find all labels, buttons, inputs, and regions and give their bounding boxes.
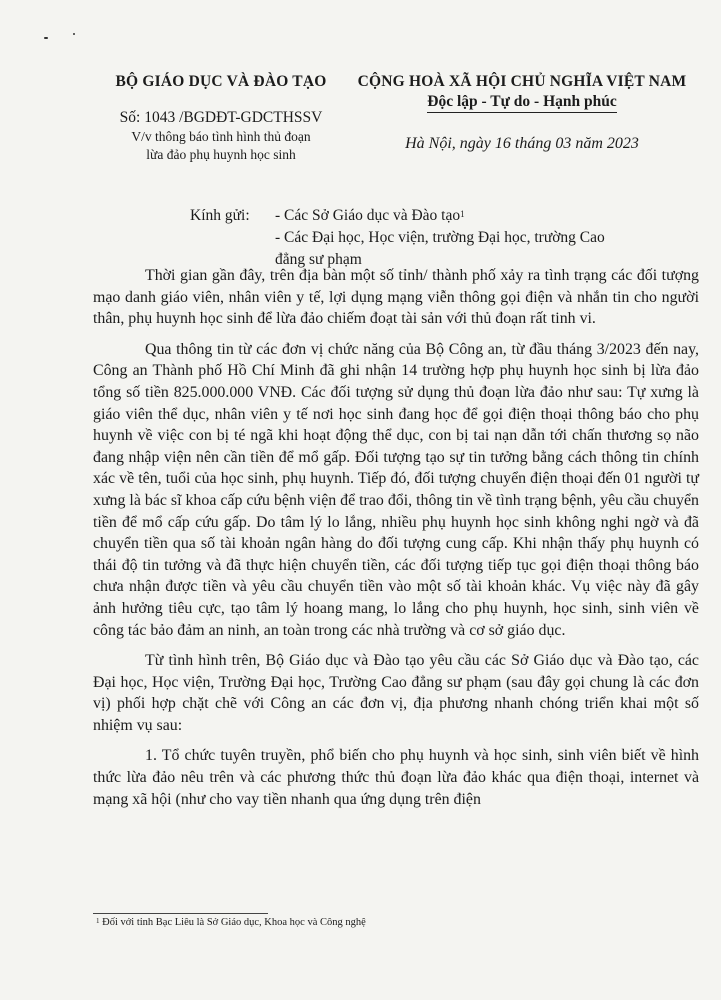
recipient-line-3: đẳng sư phạm (275, 251, 362, 268)
country-name: CỘNG HOÀ XÃ HỘI CHỦ NGHĨA VIỆT NAM (357, 73, 687, 90)
scan-speck (44, 37, 48, 39)
document-number: Số: 1043 /BGDĐT-GDCTHSSV (119, 109, 323, 126)
agency-name: BỘ GIÁO DỤC VÀ ĐÀO TẠO (115, 73, 327, 90)
date-month: 03 (555, 135, 572, 152)
national-motto: Độc lập - Tự do - Hạnh phúc (427, 93, 616, 113)
scan-speck (73, 33, 75, 35)
paragraph-2: Qua thông tin từ các đơn vị chức năng của Bộ Công an, từ đầu tháng 3/2023 đến nay, Công an Thành phố Hồ Chí Minh đã ghi nhận 14 trường hợp phụ huynh học sinh bị lừa đảo tổng số tiền 825.000.000 VNĐ. Các đối tượng sử dụng thủ đoạn lừa đảo như sau: Tự xưng là giáo viên thể dục, nhân viên y tế nơi học sinh đang học để gọi điện thoại thông báo cho phụ huynh về việc con bị té ngã khi hoạt động thể dục, con bị tai nạn dẫn tới chấn thương sọ não đang nhập viện nên cần tiền để mổ gấp. Đối tượng tạo sự tin tưởng bằng cách thông tin chính xác về tên, tuổi của học sinh, phụ huynh. Tiếp đó, đối tượng chuyển điện thoại đến 01 người tự xưng là bác sĩ khoa cấp cứu bệnh viện để trao đổi, thông tin về tình trạng bệnh, yêu cầu chuyển tiền để mổ cấp cứu gấp. Do tâm lý lo lắng, nhiều phụ huynh học sinh không nghi ngờ và đã chuyển tiền qua số tài khoản ngân hàng do đối tượng cung cấp. Khi nhận thấy phụ huynh có thái độ tin tưởng và đã thực hiện chuyển tiền, các đối tượng tiếp tục gọi điện thoại thông báo chưa nhận được tiền và yêu cầu chuyển tiền vào một số tài khoản khác. Vụ việc này đã gây ảnh hưởng tiêu cực, tạo tâm lý hoang mang, lo lắng cho phụ huynh, học sinh, sinh viên về công tác bảo đảm an ninh, an toàn trong các nhà trường và cơ sở giáo dục. (93, 340, 699, 639)
recipient-line-1-text: - Các Sở Giáo dục và Đào tạo (275, 207, 461, 224)
recipients-label: Kính gửi: (190, 207, 250, 224)
recipient-line-2: - Các Đại học, Học viện, trường Đại học, trường Cao (275, 229, 605, 246)
paragraph-4: 1. Tổ chức tuyên truyền, phổ biến cho phụ huynh và học sinh, sinh viên biết về hình thức lừa đảo nêu trên và các phương thức thủ đoạn lừa đảo khác qua điện thoại, internet và mạng xã hội (như cho vay tiền nhanh qua ứng dụng trên điện (93, 747, 699, 808)
recipient-line-1 (275, 205, 465, 227)
date-mid: tháng (510, 135, 556, 152)
issue-date (352, 135, 692, 153)
issuing-agency-block (96, 73, 346, 163)
footnote-divider (93, 913, 268, 914)
letter-body (93, 265, 699, 819)
footnote-ref: 1 (460, 209, 465, 219)
subject-line-1: V/v thông báo tình hình thủ đoạn (131, 129, 311, 144)
date-prefix: Hà Nội, ngày (405, 135, 495, 152)
subject-line-2: lừa đảo phụ huynh học sinh (146, 147, 296, 162)
paragraph-3: Từ tình hình trên, Bộ Giáo dục và Đào tạo yêu cầu các Sở Giáo dục và Đào tạo, các Đại học, Học viện, Trường Đại học, Trường Cao đẳng sư phạm (sau đây gọi chung là các đơn vị) phối hợp chặt chẽ với Công an các đơn vị, địa phương nhanh chóng triển khai một số nhiệm vụ sau: (93, 652, 699, 734)
footnote (96, 917, 366, 928)
paragraph-1: Thời gian gần đây, trên địa bàn một số tỉnh/ thành phố xảy ra tình trạng các đối tượng mạo danh giáo viên, nhân viên y tế, lợi dụng mạng viễn thông gọi điện và nhắn tin cho người thân, phụ huynh học sinh để lừa đảo chiếm đoạt tài sản với thủ đoạn rất tinh vi. (93, 267, 699, 328)
national-header-block (352, 73, 692, 153)
date-suffix: năm 2023 (571, 135, 639, 152)
date-day: 16 (494, 135, 511, 152)
footnote-text: Đối với tỉnh Bạc Liêu là Sở Giáo dục, Khoa học và Công nghệ (99, 917, 366, 928)
footnote-marker: 1 (96, 917, 100, 925)
